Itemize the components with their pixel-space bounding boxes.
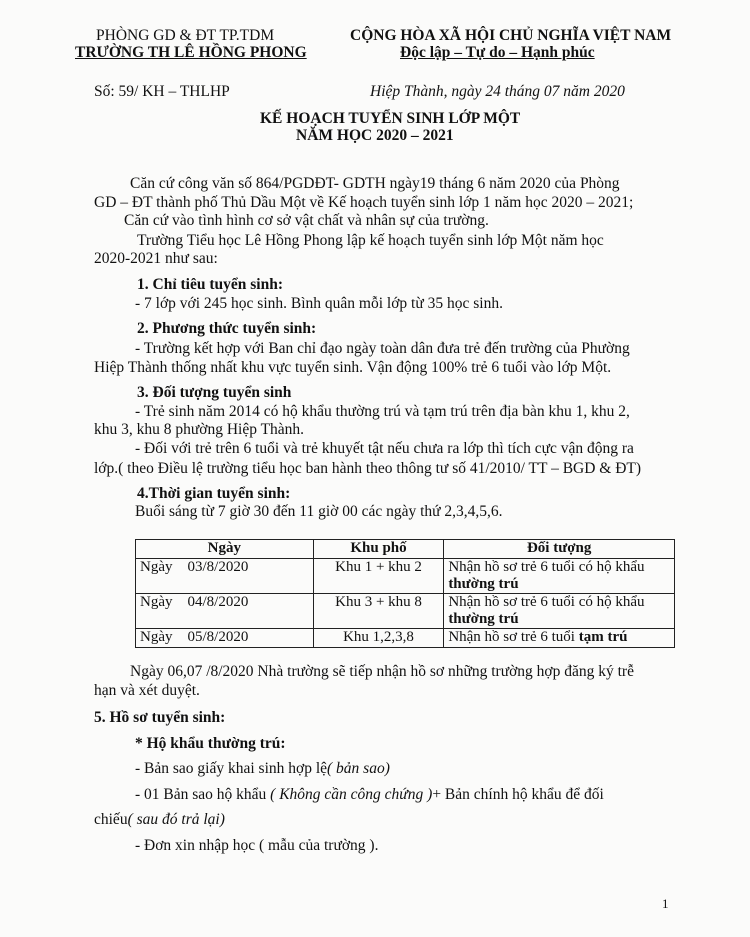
table-cell-area: Khu 3 + khu 8 (313, 594, 444, 629)
section-1-text: - 7 lớp với 245 học sinh. Bình quân mỗi lớp từ 35 học sinh. (135, 295, 503, 312)
table-header-row (136, 540, 675, 559)
document-subtitle: NĂM HỌC 2020 – 2021 (296, 127, 454, 144)
table-cell-target (444, 559, 675, 594)
section-5-subheading: * Hộ khẩu thường trú: (135, 735, 286, 752)
table-row (136, 594, 675, 629)
section-5-heading: 5. Hồ sơ tuyển sinh: (94, 709, 226, 726)
page-number: 1 (662, 896, 669, 911)
section-3-text-4: lớp.( theo Điều lệ trường tiểu học ban hành theo thông tư số 41/2010/ TT – BGD & ĐT) (94, 460, 642, 477)
section-5-item-1: - Bản sao giấy khai sinh hợp lệ( bản sao) (135, 760, 390, 777)
section-3-text-2: khu 3, khu 8 phường Hiệp Thành. (94, 421, 305, 438)
table-cell-area: Khu 1,2,3,8 (313, 629, 444, 648)
section-3-text-1: - Trẻ sinh năm 2014 có hộ khẩu thường trú và tạm trú trên địa bàn khu 1, khu 2, (135, 403, 630, 420)
document-number: Số: 59/ KH – THLHP (94, 83, 230, 100)
section-4-text: Buổi sáng từ 7 giờ 30 đến 11 giờ 00 các ngày thứ 2,3,4,5,6. (135, 503, 503, 520)
table-cell-day: Ngày 03/8/2020 (136, 559, 314, 594)
intro-paragraph-2: Căn cứ vào tình hình cơ sở vật chất và nhân sự của trường. (124, 212, 489, 229)
table-cell-area: Khu 1 + khu 2 (313, 559, 444, 594)
section-5-item-3: - Đơn xin nhập học ( mẫu của trường ). (135, 837, 379, 854)
table-header-area: Khu phố (313, 540, 444, 559)
intro-paragraph-1-cont: GD – ĐT thành phố Thủ Dầu Một về Kế hoạch tuyển sinh lớp 1 năm học 2020 – 2021; (94, 194, 634, 211)
table-row (136, 629, 675, 648)
table-cell-target (444, 594, 675, 629)
section-5-item-2-cont: chiếu( sau đó trả lại) (94, 811, 225, 828)
intro-paragraph-3: Trường Tiểu học Lê Hồng Phong lập kế hoạch tuyển sinh lớp Một năm học (137, 232, 604, 249)
section-5-item-2: - 01 Bản sao hộ khẩu ( Không cần công chứng )+ Bản chính hộ khẩu để đối (135, 786, 604, 803)
section-2-text-1: - Trường kết hợp với Ban chỉ đạo ngày toàn dân đưa trẻ đến trường của Phường (135, 340, 630, 357)
document-date: Hiệp Thành, ngày 24 tháng 07 năm 2020 (370, 83, 625, 100)
target-text: Nhận hồ sơ trẻ 6 tuổi (448, 629, 579, 645)
target-residency: thường trú (448, 611, 519, 627)
late-registration-note: Ngày 06,07 /8/2020 Nhà trường sẽ tiếp nhận hồ sơ những trường hợp đăng ký trễ (130, 663, 634, 680)
table-header-target: Đối tượng (444, 540, 675, 559)
table-cell-day: Ngày 04/8/2020 (136, 594, 314, 629)
section-3-text-3: - Đối với trẻ trên 6 tuổi và trẻ khuyết tật nếu chưa ra lớp thì tích cực vận động ra (135, 440, 634, 457)
document-title: KẾ HOẠCH TUYỂN SINH LỚP MỘT (260, 110, 521, 127)
intro-paragraph-1: Căn cứ công văn số 864/PGDĐT- GDTH ngày19 tháng 6 năm 2020 của Phòng (130, 175, 620, 192)
national-title: CỘNG HÒA XÃ HỘI CHỦ NGHĨA VIỆT NAM (350, 27, 672, 44)
target-text: Nhận hồ sơ trẻ 6 tuổi có hộ khẩu (448, 559, 645, 575)
table-cell-target (444, 629, 675, 648)
target-residency: tạm trú (578, 629, 628, 645)
table-row (136, 559, 675, 594)
schedule-table (135, 539, 675, 648)
target-text: Nhận hồ sơ trẻ 6 tuổi có hộ khẩu (448, 594, 645, 610)
late-registration-note-cont: hạn và xét duyệt. (94, 682, 200, 699)
table-header-day: Ngày (136, 540, 314, 559)
section-3-heading: 3. Đối tượng tuyển sinh (137, 384, 292, 401)
department-name: PHÒNG GD & ĐT TP.TDM (96, 27, 275, 44)
table-cell-day: Ngày 05/8/2020 (136, 629, 314, 648)
section-4-heading: 4.Thời gian tuyển sinh: (137, 485, 291, 502)
section-1-heading: 1. Chỉ tiêu tuyển sinh: (137, 276, 283, 293)
national-motto: Độc lập – Tự do – Hạnh phúc (400, 44, 595, 61)
section-2-text-2: Hiệp Thành thống nhất khu vực tuyển sinh. Vận động 100% trẻ 6 tuổi vào lớp Một. (94, 359, 612, 376)
target-residency: thường trú (448, 576, 519, 592)
intro-paragraph-3-cont: 2020-2021 như sau: (94, 250, 218, 267)
section-2-heading: 2. Phương thức tuyển sinh: (137, 320, 317, 337)
school-name: TRƯỜNG TH LÊ HỒNG PHONG (75, 44, 307, 61)
